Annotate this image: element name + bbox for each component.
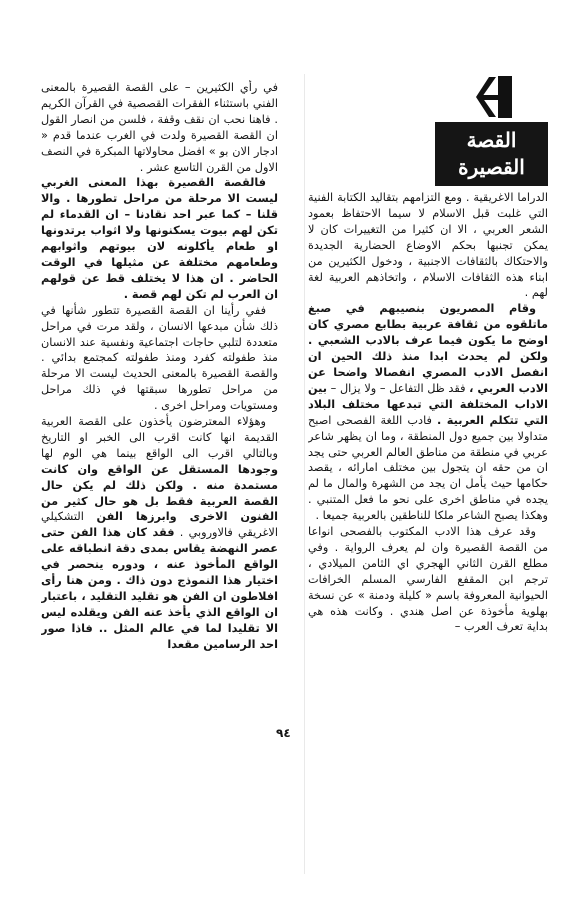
column-divider <box>304 74 305 874</box>
paragraph <box>308 524 548 635</box>
text-run: وقد عرف هذا الادب المكتوب بالفصحى انواعا من القصة القصيرة وان لم يعرف الرواية . وفي مطلع القرن الثاني الهجري اي الثامن الميلادي ، ترجم ابن المقفع الفارسي المسلم الخرافات الحيوانية المعروفة باسم « كليلة ودمنة » عن نسخة بهلوية مأخوذة عن اصل هندي . وكانت هذه هي بداية تعرف العرب – <box>308 525 548 634</box>
bold-text-run: بين الاداب المختلفة التي تبدعها مختلف البلاد التي تتكلم العربية . <box>308 381 548 427</box>
text-run: التشكيلي الاغريقي فالاوروبي . <box>41 510 278 540</box>
text-column-left <box>41 80 278 888</box>
page-number: ٩٤ <box>276 726 291 740</box>
text-column-right <box>308 190 548 755</box>
bold-text-run: وجودها المستقل عن الواقع وان كانت مستمدة منه . ولكن ذلك لم يكن حال القصة العربية فقط بل هو حال كثير من الفنون الاخرى وابرزها الفن <box>41 462 278 524</box>
section-title-box <box>435 122 548 186</box>
text-run: في رأي الكثيرين – على القصة القصيرة بالمعنى الفني باستثناء الفقرات القصصية في القرآن الكريم . فاهنا نحب ان نقف وقفة ، فلسن من انصار القول ان القصة القصيرة ولدت في الغرب عندما قدم « ادجار الان بو » افضل محاولاتها المبكرة في النصف الاول من القرن التاسع عشر . <box>41 81 278 174</box>
paragraph <box>41 414 278 653</box>
bold-text-run: فالقصة القصيرة بهذا المعنى الغربي ليست الا مرحلة من مراحل تطورها . والا قلنا – كما عبر احد نقادنا – ان القدماء لم تكن لهم بيوت يسكنونها ولا اثواب يرتدونها او طعام يأكلونه لان بيوتهم واثوابهم وطعامهم مختلفة عن مثيلها في الوقت الحاضر . ان هذا لا يختلف قط عن قولهم ان العرب لم تكن لهم قصة . <box>41 176 278 301</box>
paragraph <box>41 175 278 302</box>
paragraph <box>308 190 548 301</box>
bold-text-run: فقد كان هذا الفن حتى عصر النهضة يقاس بمدى دقة انطباقه على الواقع المأخوذ عنه ، ودوره ينحصر في اختيار هذا النموذج دون ذاك . ومن هنا رأى افلاطون ان الفن هو تقليد التقليد ، باعتبار ان الواقع الذي يأخذ عنه الفن ويقلده ليس الا تقليدا لما في عالم المثل .. فاذا صور احد الرسامين مقعدا <box>41 526 278 651</box>
paragraph <box>41 80 278 175</box>
text-run: الدراما الاغريقية . ومع التزامهم بتقاليد الكتابة الفنية التي غلبت قبل الاسلام لا سيما الاحتفاظ بعمود الشعر العربي ، الا ان كثيرا من التغييرات كان لا يمكن تجنبها بحكم الاوضاع الحضارية الجديدة والاحتكاك بالثقافات الاجنبية ، ودخول الكثيرين من ابناء هذه الثقافات الاسلام ، واتخاذهم العربية لغة لهم . <box>308 191 548 300</box>
section-title-line2: القصيرة <box>458 155 525 179</box>
logo-icon <box>474 72 516 122</box>
section-title-line1: القصة <box>466 128 517 152</box>
text-run: ففي رأينا ان القصة القصيرة تتطور شأنها في ذلك شأن مبدعها الانسان ، ولقد مرت في مراحل متعددة لتلبي حاجات اجتماعية ونفسية عند الانسان منذ طفولته كفرد ومنذ طفولته كمجتمع بدائي . والقصة القصيرة بالمعنى الحديث ليست الا مرحلة من مراحل تطورها سبقتها في ذلك مراحل ومستويات ومراحل اخرى . <box>41 303 278 413</box>
text-run: وهؤلاء المعترضون يأخذون على القصة العربية القديمة انها كانت اقرب الى الخبر او التاريخ وبالتالي اقرب الى الواقع بينما هي الوم لها <box>41 415 278 460</box>
paragraph <box>308 301 548 524</box>
paragraph <box>41 303 278 414</box>
text-run: فقد ظل التفاعل – ولا يزال – <box>327 381 470 395</box>
text-run: فادب اللغة الفصحى اصبح متداولا بين جميع دول المنطقة ، وما ان يظهر شاعر عربي في منطقة من مناطق العالم العربي حتى يجد ان من حقه ان يتجول بين مختلف امارائه ، يقصد حكامها حيث يأمل ان يجد من الشهرة والمال ما لم يجده في مناطق اخرى على نحو ما فعل المتنبي . وهكذا يصبح الشاعر ملكا للناطقين بالعربية جميعا . <box>308 413 548 523</box>
bold-text-run: وقام المصريون بنصيبهم في صبغ ماتلقوه من ثقافة عربية بطابع مصري كان اوضح ما يكون فيما عرف بالادب الشعبي . ولكن لم يحدث ابدا منذ ذلك الحين ان انفصل الادب المصري انفصالا واضحا عن الادب العربي ، <box>308 302 548 395</box>
